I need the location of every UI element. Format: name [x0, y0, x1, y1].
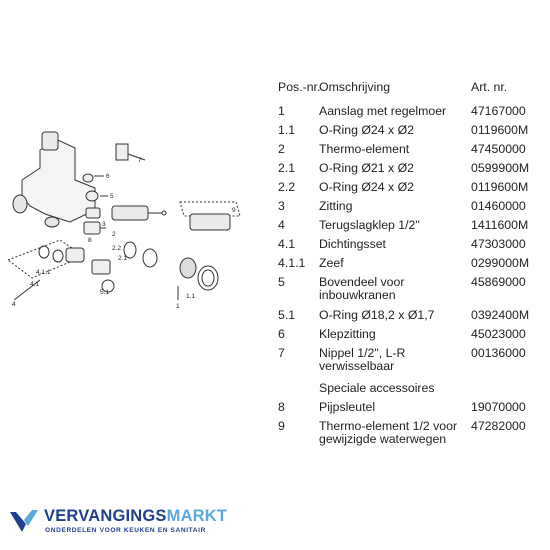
part-thermo-element-alt [180, 202, 240, 230]
callout-4-1: 4.1 [30, 281, 40, 288]
table-row [278, 347, 540, 374]
parts-table [278, 81, 540, 447]
part-nipple [116, 144, 128, 160]
cell-description: Terugslagklep 1/2" [319, 218, 420, 232]
table-header [278, 81, 540, 94]
callout-9: 9 [232, 207, 236, 214]
cell-description: Klepzitting [319, 327, 376, 341]
cell-description: Dichtingsset [319, 237, 386, 251]
table-row [278, 219, 540, 232]
cell-pos: 4 [278, 218, 285, 232]
cell-description: O-Ring Ø24 x Ø2 [319, 180, 414, 194]
callout-2: 2 [112, 231, 116, 238]
cell-pos: 4.1.1 [278, 256, 306, 270]
callout-4-1-1: 4.1.1 [36, 269, 51, 276]
cell-article: 0392400M [471, 308, 530, 322]
cell-pos: 2 [278, 142, 285, 156]
callout-5-1: 5.1 [100, 289, 110, 296]
exploded-parts-diagram [0, 110, 260, 330]
cell-description: Thermo-element 1/2 voor gewijzigde waterwegen [319, 419, 458, 446]
callout-6: 6 [106, 173, 110, 180]
cell-pos: 6 [278, 327, 285, 341]
callout-4: 4 [12, 301, 16, 308]
table-row [278, 276, 540, 303]
part-thermo-element [112, 206, 166, 220]
cell-article: 0119600M [471, 180, 529, 194]
cell-pos: 1 [278, 104, 285, 118]
cell-article: 00136000 [471, 346, 526, 360]
callout-1-1: 1.1 [186, 293, 196, 300]
cell-article: 45869000 [471, 275, 526, 289]
table-row [278, 238, 540, 251]
cell-article: 47450000 [471, 142, 526, 156]
cell-description: Zitting [319, 199, 353, 213]
part-o-ring-2-2 [143, 249, 157, 267]
table-row [278, 328, 540, 341]
cell-article: 0299000M [471, 256, 530, 270]
body-port-left [13, 195, 27, 213]
cell-article: 45023000 [471, 327, 526, 341]
table-row [278, 309, 540, 322]
cell-description: O-Ring Ø18,2 x Ø1,7 [319, 308, 435, 322]
callout-5: 5 [110, 193, 114, 200]
table-row [278, 257, 540, 270]
body-inlet-top [42, 132, 58, 150]
table-row [278, 401, 540, 414]
part-check-valve [83, 174, 100, 218]
brand-logo [8, 504, 258, 544]
callout-8: 8 [88, 237, 92, 244]
table-row [278, 200, 540, 213]
header-article: Art. nr. [471, 80, 508, 94]
callout-2-1: 2.1 [118, 255, 128, 262]
callout-3: 3 [102, 221, 106, 228]
cell-pos: 9 [278, 419, 285, 433]
cell-article: 01460000 [471, 199, 526, 213]
accessories-heading: Speciale accessoires [319, 381, 435, 395]
cell-pos: 4.1 [278, 237, 296, 251]
header-pos: Pos.-nr. [278, 80, 321, 94]
cell-pos: 5.1 [278, 308, 296, 322]
cell-article: 1411600M [471, 218, 529, 232]
cell-description: Nippel 1/2", L-R verwisselbaar [319, 346, 406, 373]
cell-article: 19070000 [471, 400, 526, 414]
part-stop-nut [180, 258, 218, 290]
part-strainer [92, 260, 114, 292]
table-row [278, 420, 540, 447]
callout-1: 1 [176, 303, 180, 310]
cell-article: 0599900M [471, 161, 530, 175]
cell-description: Zeef [319, 256, 344, 270]
table-row [278, 181, 540, 194]
table-row [278, 124, 540, 137]
table-row [278, 143, 540, 156]
cell-description: Bovendeel voor inbouwkranen [319, 275, 405, 302]
logo-mark-icon [8, 506, 40, 536]
cell-article: 0119600M [471, 123, 529, 137]
logo-wordmark: VERVANGINGSMARKT [44, 507, 228, 525]
cell-description: O-Ring Ø21 x Ø2 [319, 161, 414, 175]
callout-7: 7 [138, 157, 142, 164]
cell-pos: 3 [278, 199, 285, 213]
cell-pos: 7 [278, 346, 285, 360]
table-row [278, 105, 540, 118]
cell-pos: 5 [278, 275, 285, 289]
logo-tagline: ONDERDELEN VOOR KEUKEN EN SANITAIR [45, 527, 206, 534]
cell-article: 47282000 [471, 419, 526, 433]
header-description: Omschrijving [319, 80, 391, 94]
cell-pos: 2.2 [278, 180, 296, 194]
body-port-bottom [45, 217, 59, 227]
callout-2-2: 2.2 [112, 245, 122, 252]
table-row [278, 162, 540, 175]
cell-pos: 8 [278, 400, 285, 414]
cell-pos: 1.1 [278, 123, 296, 137]
cell-description: Thermo-element [319, 142, 410, 156]
cell-description: Pijpsleutel [319, 400, 376, 414]
cell-description: O-Ring Ø24 x Ø2 [319, 123, 414, 137]
cell-pos: 2.1 [278, 161, 296, 175]
cell-description: Aanslag met regelmoer [319, 104, 447, 118]
cell-article: 47303000 [471, 237, 526, 251]
cell-article: 47167000 [471, 104, 526, 118]
